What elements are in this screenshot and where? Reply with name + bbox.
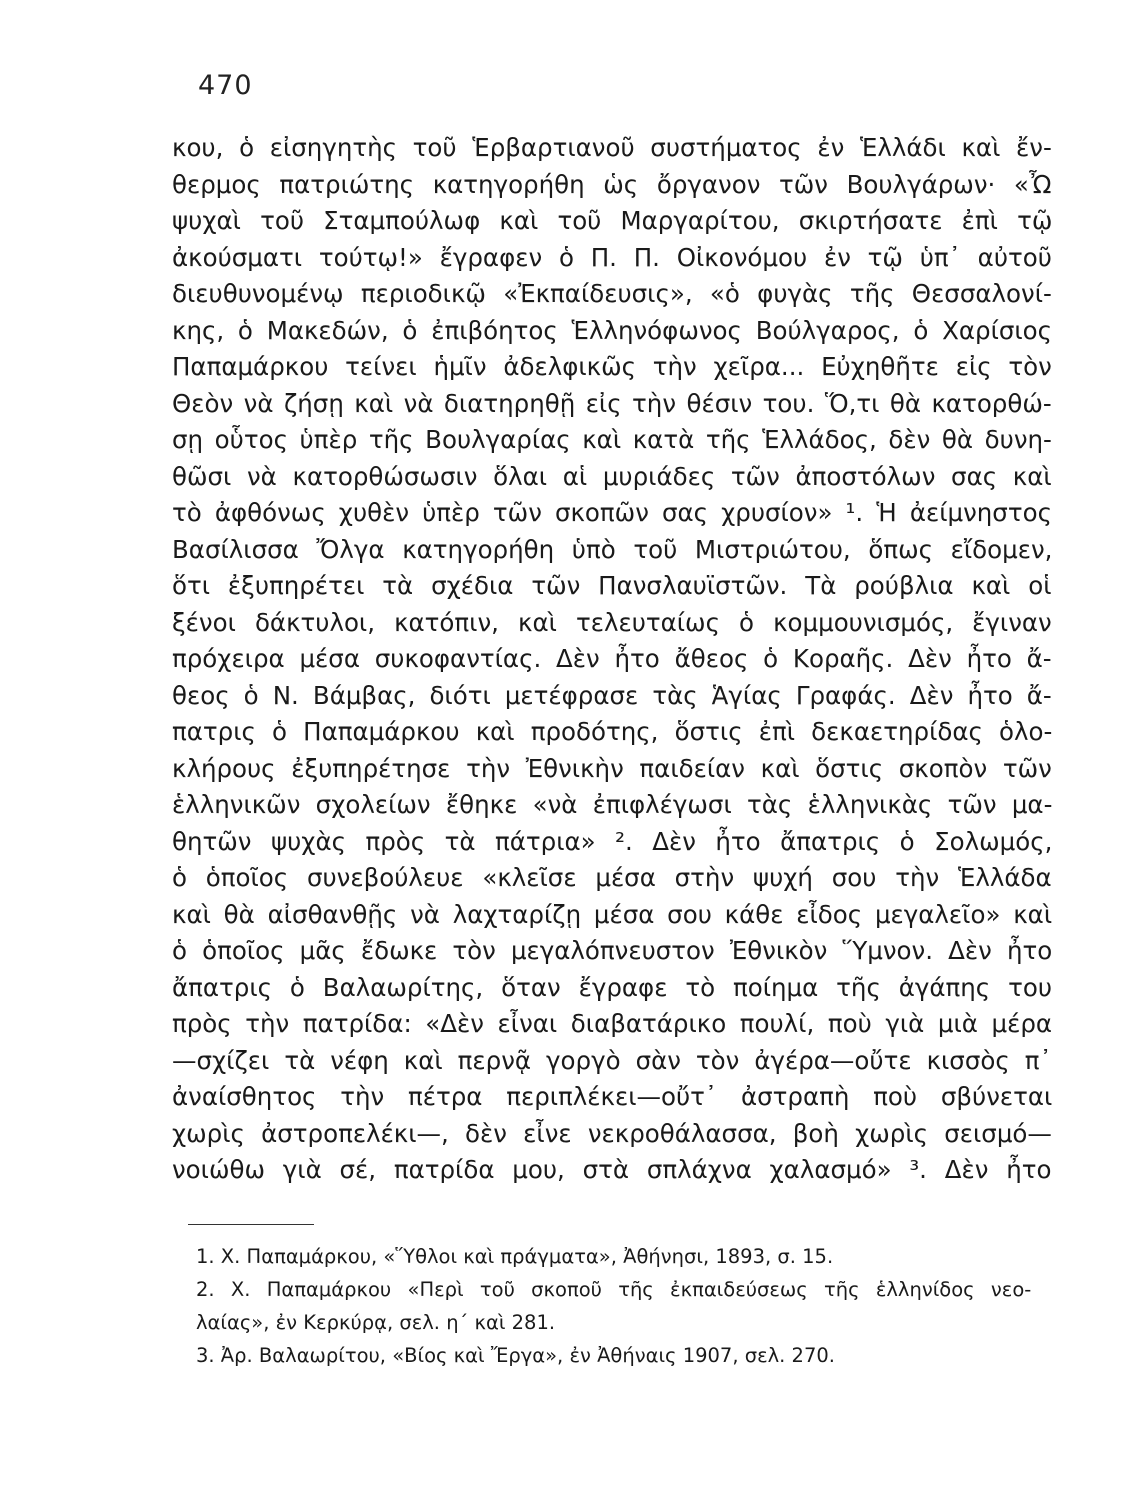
text-line: ὁ ὁποῖος συνεβούλευε «κλεῖσε μέσα στὴν ψυχή σου τὴν Ἑλλάδα [172, 863, 1052, 892]
text-line: —σχίζει τὰ νέφη καὶ περνᾷ γοργὸ σὰν τὸν ἀγέρα—οὔτε κισσὸς π᾽ [172, 1045, 1052, 1075]
text-line: ἀκούσματι τούτῳ!» ἔγραφεν ὁ Π. Π. Οἰκονόμου ἐν τῷ ὑπ᾽ αὐτοῦ [172, 242, 1052, 272]
text-line: ἀναίσθητος τὴν πέτρα περιπλέκει—οὔτ᾽ ἀστραπὴ ποὺ σβύνεται [172, 1082, 1053, 1111]
main-text [172, 130, 1052, 1189]
text-line: κου, ὁ εἰσηγητὴς τοῦ Ἑρβαρτιανοῦ συστήματος ἐν Ἑλλάδι καὶ ἔν- [172, 133, 1052, 162]
text-line: ψυχαὶ τοῦ Σταμπούλωφ καὶ τοῦ Μαργαρίτου, σκιρτήσατε ἐπὶ τῷ [172, 206, 1053, 235]
footnote-3: 3. Ἀρ. Βαλαωρίτου, «Βίος καὶ Ἔργα», ἐν Ἀθήναις 1907, σελ. 270. [196, 1344, 835, 1367]
text-line: θερμος πατριώτης κατηγορήθη ὡς ὄργανον τῶν Βουλγάρων· «Ὦ [172, 169, 1052, 199]
text-line: καὶ θὰ αἰσθανθῇς νὰ λαχταρίζῃ μέσα σου κάθε εἶδος μεγαλεῖο» καὶ [172, 899, 1053, 929]
text-line: θητῶν ψυχὰς πρὸς τὰ πάτρια» ². Δὲν ἦτο ἄπατρις ὁ Σολωμός, [172, 826, 1053, 856]
text-line: Θεὸν νὰ ζήσῃ καὶ νὰ διατηρηθῇ εἰς τὴν θέσιν του. Ὅ,τι θὰ κατορθώ- [172, 388, 1052, 418]
text-line: κλήρους ἐξυπηρέτησε τὴν Ἐθνικὴν παιδείαν καὶ ὅστις σκοπὸν τῶν [172, 753, 1052, 783]
footnote-1: 1. Χ. Παπαμάρκου, «Ὕθλοι καὶ πράγματα», Ἀθήνησι, 1893, σ. 15. [196, 1245, 834, 1268]
text-line: σῃ οὗτος ὑπὲρ τῆς Βουλγαρίας καὶ κατὰ τῆς Ἑλλάδος, δὲν θὰ δυνη- [172, 425, 1052, 454]
text-line: ὅτι ἐξυπηρέτει τὰ σχέδια τῶν Πανσλαυϊστῶν. Τὰ ρούβλια καὶ οἱ [172, 571, 1052, 600]
text-line: Παπαμάρκου τείνει ἡμῖν ἀδελφικῶς τὴν χεῖρα... Εὐχηθῆτε εἰς τὸν [172, 352, 1052, 381]
text-line: πατρις ὁ Παπαμάρκου καὶ προδότης, ὅστις ἐπὶ δεκαετηρίδας ὁλο- [172, 717, 1053, 746]
text-line: Βασίλισσα Ὄλγα κατηγορήθη ὑπὸ τοῦ Μιστριώτου, ὅπως εἴδομεν, [172, 534, 1053, 564]
text-line: ἄπατρις ὁ Βαλαωρίτης, ὅταν ἔγραφε τὸ ποίημα τῆς ἀγάπης του [172, 972, 1053, 1002]
text-line: τὸ ἀφθόνως χυθὲν ὑπὲρ τῶν σκοπῶν σας χρυσίον» ¹. Ἡ ἀείμνηστος [172, 498, 1052, 527]
text-line: θῶσι νὰ κατορθώσωσιν ὅλαι αἱ μυριάδες τῶν ἀποστόλων σας καὶ [172, 461, 1052, 491]
footnote-separator [188, 1224, 314, 1225]
text-line: χωρὶς ἀστροπελέκι—, δὲν εἶνε νεκροθάλασσα, βοὴ χωρὶς σεισμό— [172, 1118, 1052, 1148]
footnotes [196, 1240, 1031, 1372]
footnote-2: 2. Χ. Παπαμάρκου «Περὶ τοῦ σκοποῦ τῆς ἐκπαιδεύσεως τῆς ἑλληνίδος νεο- [196, 1278, 1032, 1301]
page-number: 470 [198, 70, 253, 101]
text-line: διευθυνομένῳ περιοδικῷ «Ἐκπαίδευσις», «ὁ φυγὰς τῆς Θεσσαλονί- [172, 279, 1052, 308]
text-line: πρὸς τὴν πατρίδα: «Δὲν εἶναι διαβατάρικο πουλί, ποὺ γιὰ μιὰ μέρα [172, 1009, 1053, 1038]
text-line: ὁ ὁποῖος μᾶς ἔδωκε τὸν μεγαλόπνευστον Ἐθνικὸν Ὕμνον. Δὲν ἦτο [172, 936, 1053, 965]
text-line: ἑλληνικῶν σχολείων ἔθηκε «νὰ ἐπιφλέγωσι τὰς ἑλληνικὰς τῶν μα- [172, 790, 1053, 819]
footnote-2-continued: λαίας», ἐν Κερκύρᾳ, σελ. η´ καὶ 281. [196, 1311, 556, 1334]
text-line: θεος ὁ Ν. Βάμβας, διότι μετέφρασε τὰς Ἁγίας Γραφάς. Δὲν ἦτο ἄ- [172, 680, 1052, 710]
text-line: κης, ὁ Μακεδών, ὁ ἐπιβόητος Ἑλληνόφωνος Βούλγαρος, ὁ Χαρίσιος [172, 315, 1053, 345]
text-line: νοιώθω γιὰ σέ, πατρίδα μου, στὰ σπλάχνα χαλασμό» ³. Δὲν ἦτο [172, 1155, 1052, 1184]
text-line: πρόχειρα μέσα συκοφαντίας. Δὲν ἦτο ἄθεος ὁ Κοραῆς. Δὲν ἦτο ἄ- [172, 644, 1052, 673]
text-line: ξένοι δάκτυλοι, κατόπιν, καὶ τελευταίως ὁ κομμουνισμός, ἔγιναν [172, 607, 1052, 637]
